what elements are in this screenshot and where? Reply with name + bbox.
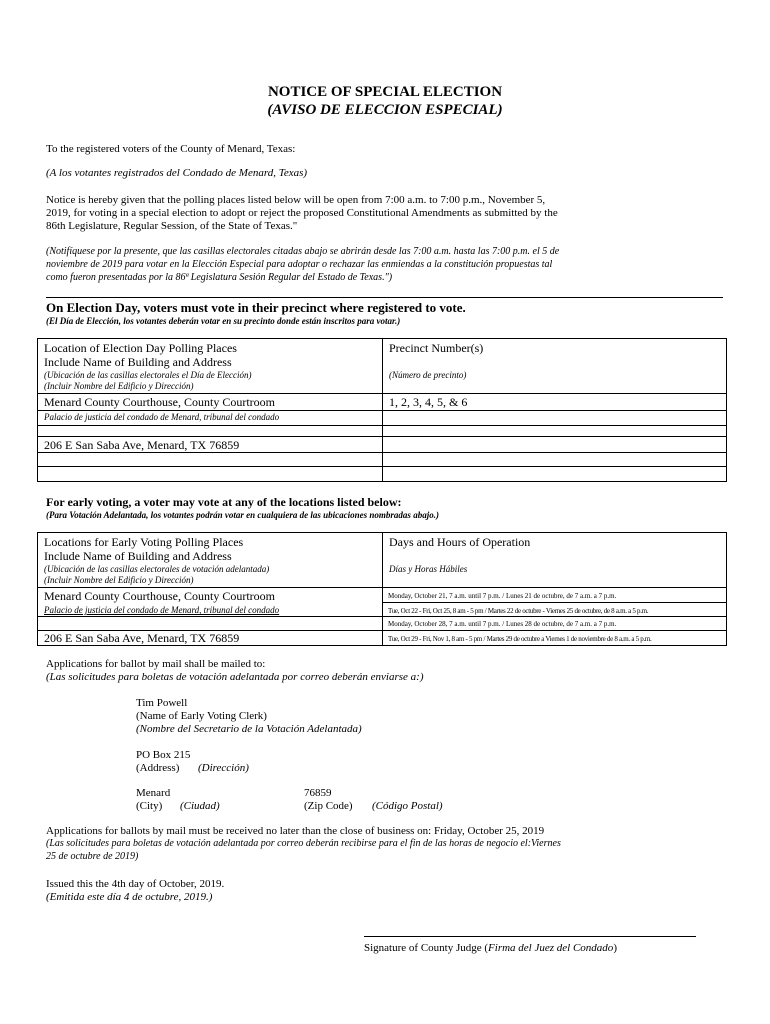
table-row-divider <box>37 616 727 617</box>
early-location-es: Palacio de justicia del condado de Menard, tribunal del condado <box>44 605 280 615</box>
notice-line-1: Notice is hereby given that the polling places listed below will be open from 7:00 a.m. to 7:00 p.m., November 5, <box>46 194 546 206</box>
col-header-early-location: Locations for Early Voting Polling Places <box>44 535 244 549</box>
separator-line <box>46 297 723 298</box>
precinct-numbers: 1, 2, 3, 4, 5, & 6 <box>389 395 468 409</box>
polling-location-es: Palacio de justicia del condado de Menard, tribunal del condado <box>44 412 280 422</box>
mail-heading: Applications for ballot by mail shall be mailed to: <box>46 658 266 670</box>
city-label: (City) <box>136 800 163 812</box>
table-row-divider <box>37 587 727 588</box>
clerk-label: (Name of Early Voting Clerk) <box>136 710 267 722</box>
signature-label-close: ) <box>613 942 617 954</box>
election-day-heading-es: (El Día de Elección, los votantes deberán votar en su precinto donde están inscritos para votar.) <box>46 316 401 326</box>
early-voting-heading-es: (Para Votación Adelantada, los votantes podrán votar en cualquiera de las ubicaciones nombradas abajo.) <box>46 510 439 520</box>
early-address: 206 E San Saba Ave, Menard, TX 76859 <box>44 631 240 645</box>
col-header-location: Location of Election Day Polling Places <box>44 341 237 355</box>
mail-deadline-es-2: 25 de octubre de 2019) <box>46 851 139 862</box>
election-day-heading: On Election Day, voters must vote in their precinct where registered to vote. <box>46 300 466 315</box>
table-row-divider <box>37 436 727 437</box>
mail-address: PO Box 215 <box>136 749 191 761</box>
mail-heading-es: (Las solicitudes para boletas de votación adelantada por correo deberán enviarse a:) <box>46 671 424 683</box>
col-header-hours: Days and Hours of Operation <box>389 535 531 549</box>
early-location: Menard County Courthouse, County Courtroom <box>44 589 275 603</box>
notice-es-line-3: como fueron presentadas por la 86ª Legislatura Sesión Regular del Estado de Texas.") <box>46 272 393 283</box>
signature-line <box>364 936 696 937</box>
col-header-early-location-es: (Ubicación de las casillas electorales de votación adelantada) <box>44 564 270 574</box>
table-row-divider <box>37 466 727 467</box>
issued-text: Issued this the 4th day of October, 2019. <box>46 878 225 890</box>
col-header-location-es: (Ubicación de las casillas electorales el Día de Elección) <box>44 370 252 380</box>
col-header-location-es-2: (Incluir Nombre del Edificio y Dirección) <box>44 381 194 391</box>
hours-row: Monday, October 21, 7 a.m. until 7 p.m. / Lunes 21 de octubre, de 7 a.m. a 7 p.m. <box>388 592 617 600</box>
signature-label <box>364 942 617 955</box>
notice-es-line-1: (Notifíquese por la presente, que las casillas electorales citadas abajo se abrirán desde las 7:00 a.m. hasta las 7:00 p.m. el 5 de <box>46 246 560 257</box>
hours-row: Tue, Oct 22 - Fri, Oct 25, 8 am - 5 pm / Martes 22 de octubre - Viernes 25 de octubre, de 8 a.m. a 5 p.m. <box>388 607 649 615</box>
intro-to-voters: To the registered voters of the County of Menard, Texas: <box>46 143 296 155</box>
issued-text-es: (Emitida este día 4 de octubre, 2019.) <box>46 891 213 903</box>
col-header-early-location-2: Include Name of Building and Address <box>44 549 232 563</box>
signature-label-text: Signature of County Judge ( <box>364 942 489 954</box>
intro-to-voters-es: (A los votantes registrados del Condado de Menard, Texas) <box>46 167 308 179</box>
signature-label-es: Firma del Juez del Condado <box>488 942 614 954</box>
table-row-divider <box>383 602 727 603</box>
polling-location: Menard County Courthouse, County Courtroom <box>44 395 275 409</box>
table-row-divider <box>37 410 727 411</box>
polling-address: 206 E San Saba Ave, Menard, TX 76859 <box>44 438 240 452</box>
col-header-precinct-es: (Número de precinto) <box>389 370 467 380</box>
address-label-es: (Dirección) <box>198 762 249 774</box>
page-subtitle: (AVISO DE ELECCION ESPECIAL) <box>267 102 503 118</box>
table-col-divider <box>382 532 383 646</box>
table-row-divider <box>37 425 727 426</box>
mail-city: Menard <box>136 787 171 799</box>
clerk-name: Tim Powell <box>136 697 188 709</box>
notice-line-3: 86th Legislature, Regular Session, of the State of Texas." <box>46 220 298 232</box>
zip-label-es: (Código Postal) <box>372 800 443 812</box>
notice-es-line-2: noviembre de 2019 para votar en la Elección Especial para adoptar o rechazar las enmiendas a la constitución propuestas tal <box>46 259 553 270</box>
page-title: NOTICE OF SPECIAL ELECTION <box>267 84 503 100</box>
table-row-divider <box>37 393 727 394</box>
col-header-hours-es: Días y Horas Hábiles <box>389 564 468 574</box>
hours-row: Monday, October 28, 7 a.m. until 7 p.m. / Lunes 28 de octubre, de 7 a.m. a 7 p.m. <box>388 620 617 628</box>
clerk-label-es: (Nombre del Secretario de la Votación Adelantada) <box>136 723 362 735</box>
notice-line-2: 2019, for voting in a special election to adopt or reject the proposed Constitutional Amendments as submitted by the <box>46 207 558 219</box>
mail-deadline: Applications for ballots by mail must be received no later than the close of business on: Friday, October 25, 2019 <box>46 825 545 837</box>
city-label-es: (Ciudad) <box>180 800 220 812</box>
hours-row: Tue, Oct 29 - Fri, Nov 1, 8 am - 5 pm / Martes 29 de octubre a Viernes 1 de noviembre de 8 a.m. a 5 p.m. <box>388 635 652 643</box>
address-label: (Address) <box>136 762 180 774</box>
mail-zip: 76859 <box>304 787 332 799</box>
col-header-early-location-es-2: (Incluir Nombre del Edificio y Dirección) <box>44 575 194 585</box>
mail-deadline-es-1: (Las solicitudes para boletas de votación adelantada por correo deberán recibirse para el fin de las horas de negocio el:Viernes <box>46 838 561 849</box>
early-voting-heading: For early voting, a voter may vote at any of the locations listed below: <box>46 495 402 509</box>
col-header-location-2: Include Name of Building and Address <box>44 355 232 369</box>
col-header-precinct: Precinct Number(s) <box>389 341 484 355</box>
zip-label: (Zip Code) <box>304 800 353 812</box>
